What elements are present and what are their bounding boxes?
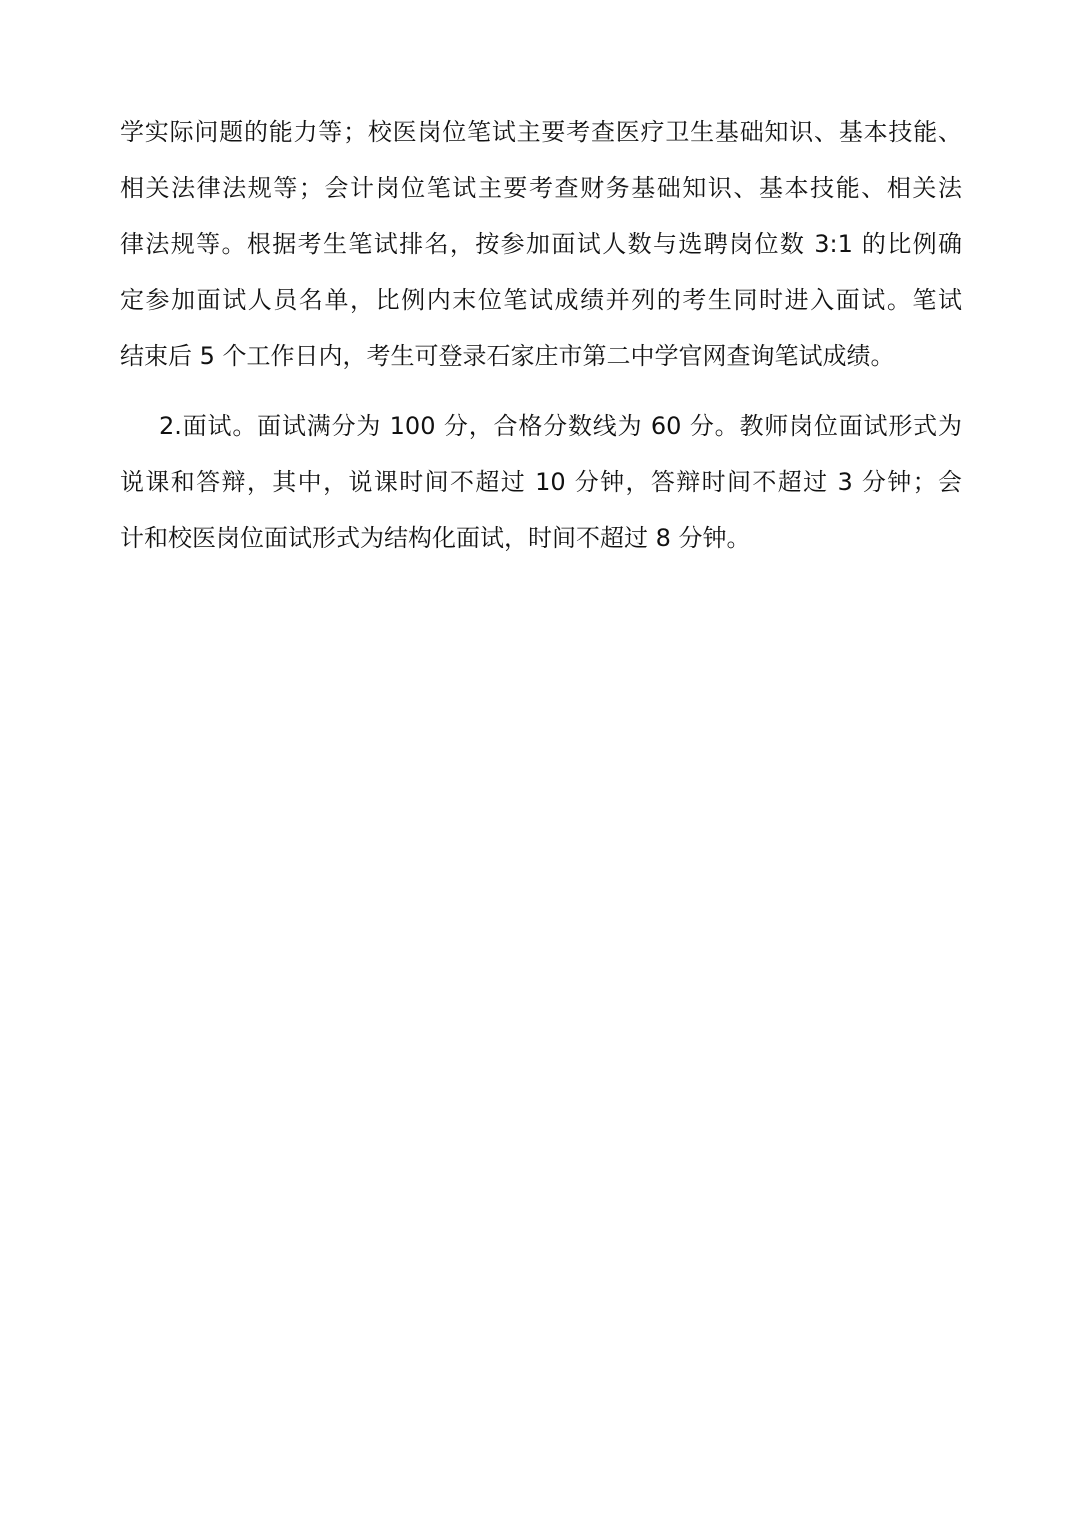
text-line: 2.面试。面试满分为 100 分，合格分数线为 60 分。教师岗位面试形式为 bbox=[159, 412, 962, 440]
document-body bbox=[120, 104, 962, 566]
paragraph-written-exam bbox=[120, 104, 962, 384]
text-line: 定参加面试人员名单，比例内末位笔试成绩并列的考生同时进入面试。笔试 bbox=[120, 286, 962, 314]
paragraph-spacer bbox=[120, 384, 962, 398]
text-line: 结束后 5 个工作日内，考生可登录石家庄市第二中学官网查询笔试成绩。 bbox=[120, 342, 895, 370]
text-line: 律法规等。根据考生笔试排名，按参加面试人数与选聘岗位数 3:1 的比例确 bbox=[120, 230, 962, 258]
text-line: 相关法律法规等；会计岗位笔试主要考查财务基础知识、基本技能、相关法 bbox=[120, 174, 962, 202]
text-line: 学实际问题的能力等；校医岗位笔试主要考查医疗卫生基础知识、基本技能、 bbox=[120, 118, 962, 146]
paragraph-interview bbox=[120, 398, 962, 566]
text-line: 说课和答辩，其中，说课时间不超过 10 分钟，答辩时间不超过 3 分钟；会 bbox=[120, 468, 962, 496]
text-line: 计和校医岗位面试形式为结构化面试，时间不超过 8 分钟。 bbox=[120, 524, 751, 552]
